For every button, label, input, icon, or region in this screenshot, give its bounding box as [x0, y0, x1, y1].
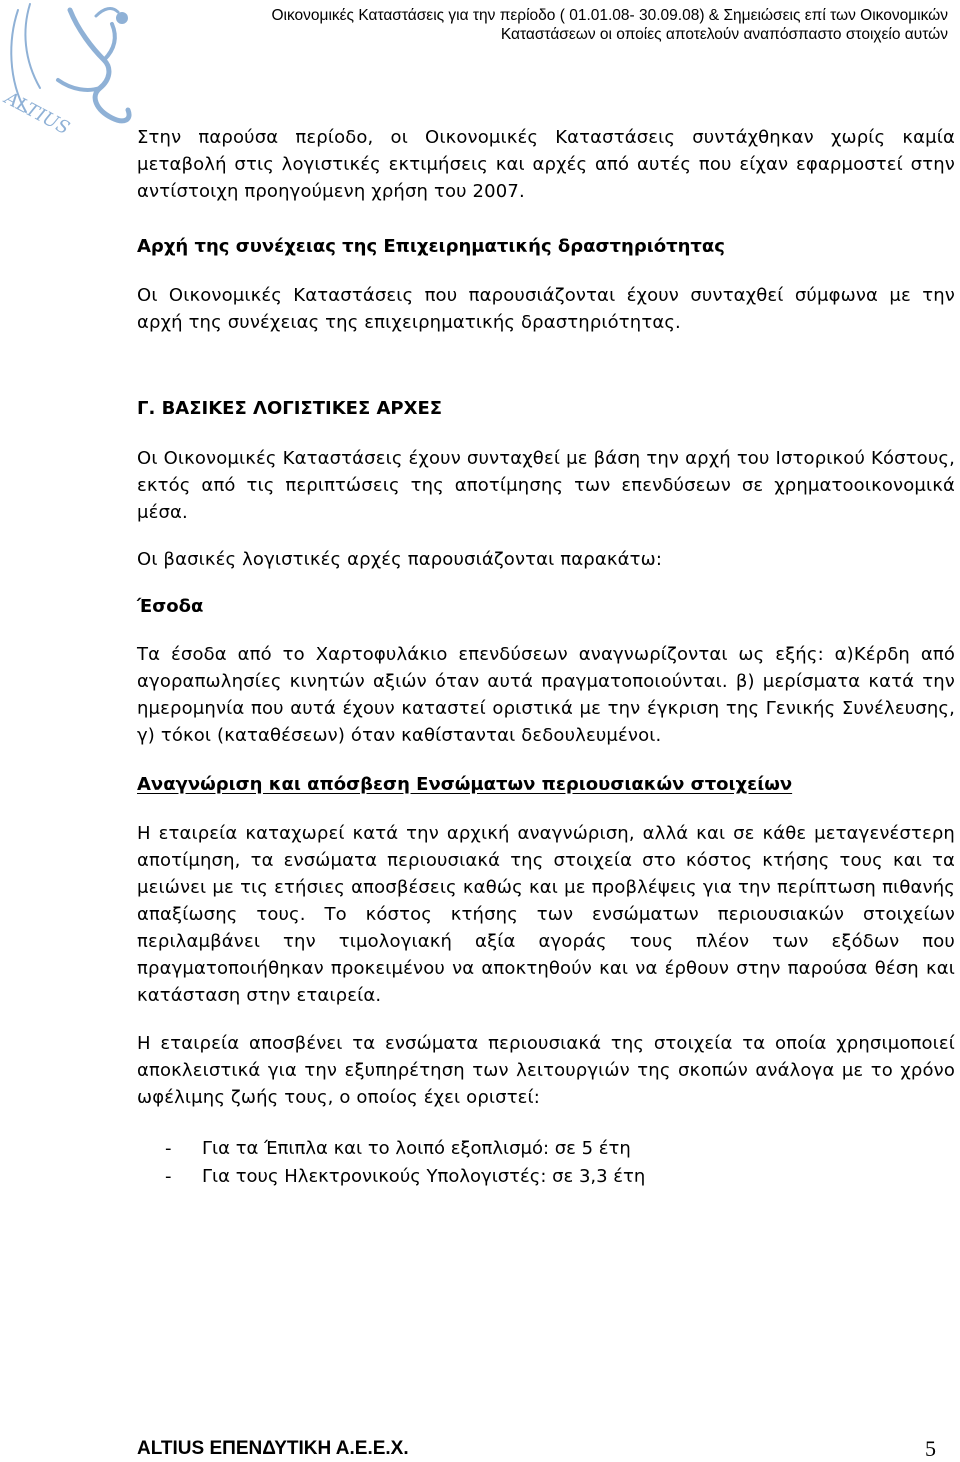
bullet-dash: - [165, 1166, 172, 1187]
going-concern-paragraph: Οι Οικονομικές Καταστάσεις που παρουσιάζονται έχουν συνταχθεί σύμφωνα με την αρχή της συνέχειας της επιχειρηματικής δραστηριότητας. [137, 285, 955, 333]
list-item [137, 1163, 955, 1191]
intro-paragraph: Στην παρούσα περίοδο, οι Οικονομικές Καταστάσεις συντάχθηκαν χωρίς καμία μεταβολή στις λογιστικές εκτιμήσεις και αρχές από αυτές που είχαν εφαρμοστεί στην αντίστοιχη προηγούμενη χρήση του 2007. [137, 127, 955, 202]
assets-paragraph-2: Η εταιρεία αποσβένει τα ενσώματα περιουσιακά της στοιχεία τα οποία χρησιμοποιεί αποκλειστικά για την εξυπηρέτηση των λειτουργιών της σκοπών ανάλογα με το χρόνο ωφέλιμης ζωής τους, ο οποίος έχει οριστεί: [137, 1033, 955, 1108]
logo-lettering: ALTIUS [1, 87, 73, 140]
list-item-text: Για τους Ηλεκτρονικούς Υπολογιστές: σε 3,3 έτη [202, 1166, 646, 1187]
income-heading: Έσοδα [137, 596, 204, 617]
assets-paragraph-1: Η εταιρεία καταχωρεί κατά την αρχική αναγνώριση, αλλά και σε κάθε μεταγενέστερη αποτίμηση, τα ενσώματα περιουσιακά της στοιχεία στο κόστος κτήσης τους και τα μειώνει με τις ετήσιες αποσβέσεις καθώς και με προβλέψεις για την περίπτωση πιθανής απαξίωσης τους. Το κόστος κτήσης των ενσώματων περιουσιακών στοιχείων περιλαμβάνει την τιμολογιακή αξία αγοράς τους πλέον των εξόδων που πραγματοποιήθηκαν προκειμένου να αποκτηθούν και να έρθουν στην παρούσα θέση και κατάσταση στην εταιρεία. [137, 823, 955, 1006]
footer-company: ALTIUS ΕΠΕΝΔΥΤΙΚΗ Α.Ε.Ε.Χ. [137, 1438, 409, 1459]
useful-life-list [137, 1135, 955, 1191]
principles-intro: Οι βασικές λογιστικές αρχές παρουσιάζονται παρακάτω: [137, 549, 663, 570]
going-concern-heading: Αρχή της συνέχειας της Επιχειρηματικής δραστηριότητας [137, 236, 725, 257]
section-paragraph: Οι Οικονομικές Καταστάσεις έχουν συνταχθεί με βάση την αρχή του Ιστορικού Κόστους, εκτός από τις περιπτώσεις της αποτίμησης των επενδύσεων σε χρηματοοικονομικά μέσα. [137, 448, 955, 523]
document-body [137, 124, 955, 1191]
assets-heading: Αναγνώριση και απόσβεση Ενσώματων περιουσιακών στοιχείων [137, 774, 793, 795]
header-line-1: Οικονομικές Καταστάσεις για την περίοδο ( 01.01.08- 30.09.08) & Σημειώσεις επί των Οικονομικών [271, 7, 948, 24]
page-number: 5 [925, 1436, 936, 1461]
income-paragraph: Τα έσοδα από το Χαρτοφυλάκιο επενδύσεων αναγνωρίζονται ως εξής: α)Κέρδη από αγοραπωλησίες κινητών αξιών όταν αυτά πραγματοποιούνται. β) μερίσματα κατά την ημερομηνία που αυτά έχουν καταστεί οριστικά με την έγκριση της Γενικής Συνέλευσης, γ) τόκοι (καταθέσεων) όταν καθίστανται δεδουλευμένοι. [137, 644, 955, 746]
list-item [137, 1135, 955, 1163]
section-heading: Γ. ΒΑΣΙΚΕΣ ΛΟΓΙΣΤΙΚΕΣ ΑΡΧΕΣ [137, 398, 443, 419]
bullet-dash: - [165, 1138, 172, 1159]
list-item-text: Για τα Έπιπλα και το λοιπό εξοπλισμό: σε 5 έτη [202, 1138, 631, 1159]
header-line-2: Καταστάσεων οι οποίες αποτελούν αναπόσπαστο στοιχείο αυτών [500, 26, 948, 43]
page-header [130, 6, 948, 44]
